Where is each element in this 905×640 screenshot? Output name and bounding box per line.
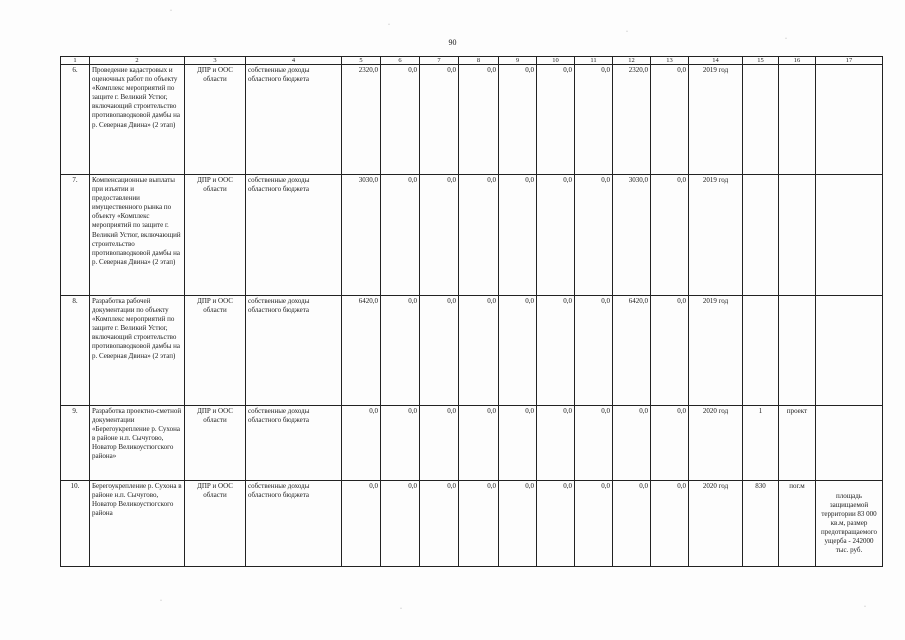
value-cell: 0,0	[575, 406, 613, 481]
indicator-value	[743, 296, 779, 406]
header-row	[61, 57, 883, 65]
value-cell: 0,0	[342, 406, 381, 481]
unit-cell: проект	[779, 406, 816, 481]
value-cell: 0,0	[537, 65, 575, 175]
value-cell: 0,0	[613, 406, 651, 481]
table-row	[61, 65, 883, 175]
row-index: 7.	[61, 175, 90, 296]
value-cell: 0,0	[613, 481, 651, 567]
value-cell: 0,0	[651, 481, 689, 567]
value-cell: 0,0	[651, 65, 689, 175]
value-cell: 0,0	[537, 481, 575, 567]
value-cell: 0,0	[499, 65, 537, 175]
unit-cell	[779, 175, 816, 296]
funding-source: собственные доходы областного бюджета	[246, 65, 342, 175]
value-cell: 0,0	[381, 406, 420, 481]
year-cell: 2019 год	[689, 175, 743, 296]
value-cell: 3030,0	[342, 175, 381, 296]
indicator-value: 1	[743, 406, 779, 481]
header-cell: 16	[779, 57, 816, 65]
value-cell: 0,0	[420, 296, 459, 406]
year-cell: 2019 год	[689, 65, 743, 175]
year-cell: 2020 год	[689, 481, 743, 567]
note-cell: площадь защищаемой территории 83 000 кв.м, размер предотвращаемого ущерба - 242000 тыс. руб.	[816, 481, 883, 567]
value-cell: 0,0	[459, 296, 499, 406]
note-cell	[816, 406, 883, 481]
scan-speck: ·	[170, 8, 172, 14]
value-cell: 0,0	[575, 175, 613, 296]
value-cell: 0,0	[342, 481, 381, 567]
value-cell: 0,0	[499, 175, 537, 296]
table-row	[61, 296, 883, 406]
value-cell: 0,0	[499, 296, 537, 406]
scan-speck: ·	[160, 598, 162, 604]
funding-source: собственные доходы областного бюджета	[246, 175, 342, 296]
page-number: 90	[448, 38, 457, 47]
value-cell: 0,0	[459, 481, 499, 567]
table-row	[61, 406, 883, 481]
value-cell: 0,0	[420, 481, 459, 567]
header-cell: 12	[613, 57, 651, 65]
value-cell: 0,0	[381, 481, 420, 567]
header-cell: 2	[90, 57, 185, 65]
scan-speck: ·	[388, 22, 390, 28]
header-cell: 6	[381, 57, 420, 65]
table-row	[61, 481, 883, 567]
header-cell: 9	[499, 57, 537, 65]
responsible-org: ДПР и ООС области	[185, 406, 246, 481]
value-cell: 0,0	[381, 296, 420, 406]
scan-speck: ·	[400, 606, 402, 612]
unit-cell	[779, 296, 816, 406]
value-cell: 3030,0	[613, 175, 651, 296]
header-cell: 13	[651, 57, 689, 65]
year-cell: 2019 год	[689, 296, 743, 406]
scan-speck: ·	[626, 29, 628, 35]
value-cell: 2320,0	[613, 65, 651, 175]
value-cell: 0,0	[459, 175, 499, 296]
value-cell: 0,0	[651, 406, 689, 481]
activity-name: Берегоукрепление р. Сухона в районе н.п. Сычугово, Новатор Великоустюгского района	[90, 481, 185, 567]
header-cell: 17	[816, 57, 883, 65]
value-cell: 0,0	[499, 481, 537, 567]
activity-name: Разработка проектно-сметной документации «Берегоукрепление р. Сухона в районе н.п. Сычугово, Новатор Великоустюгского района»	[90, 406, 185, 481]
value-cell: 0,0	[499, 406, 537, 481]
indicator-value	[743, 175, 779, 296]
header-cell: 11	[575, 57, 613, 65]
responsible-org: ДПР и ООС области	[185, 175, 246, 296]
value-cell: 0,0	[420, 65, 459, 175]
header-cell: 14	[689, 57, 743, 65]
value-cell: 0,0	[575, 296, 613, 406]
value-cell: 0,0	[575, 65, 613, 175]
value-cell: 0,0	[420, 175, 459, 296]
scan-speck: ·	[785, 36, 787, 42]
activity-name: Разработка рабочей документации по объекту «Комплекс мероприятий по защите г. Великий Устюг, включающий строительство противопаводковой дамбы на р. Северная Двина» (2 этап)	[90, 296, 185, 406]
value-cell: 0,0	[537, 296, 575, 406]
note-cell	[816, 296, 883, 406]
responsible-org: ДПР и ООС области	[185, 65, 246, 175]
unit-cell: пог.м	[779, 481, 816, 567]
responsible-org: ДПР и ООС области	[185, 481, 246, 567]
value-cell: 6420,0	[342, 296, 381, 406]
indicator-value	[743, 65, 779, 175]
value-cell: 0,0	[381, 175, 420, 296]
scan-speck: ·	[864, 604, 866, 610]
value-cell: 0,0	[537, 175, 575, 296]
value-cell: 0,0	[651, 175, 689, 296]
row-index: 8.	[61, 296, 90, 406]
value-cell: 2320,0	[342, 65, 381, 175]
value-cell: 0,0	[420, 406, 459, 481]
year-cell: 2020 год	[689, 406, 743, 481]
table-row	[61, 175, 883, 296]
value-cell: 0,0	[459, 406, 499, 481]
header-cell: 3	[185, 57, 246, 65]
header-cell: 1	[61, 57, 90, 65]
funding-source: собственные доходы областного бюджета	[246, 481, 342, 567]
row-index: 6.	[61, 65, 90, 175]
row-index: 10.	[61, 481, 90, 567]
value-cell: 0,0	[381, 65, 420, 175]
value-cell: 0,0	[459, 65, 499, 175]
value-cell: 6420,0	[613, 296, 651, 406]
header-cell: 8	[459, 57, 499, 65]
activity-name: Компенсационные выплаты при изъятии и предоставлении имущественного рынка по объекту «Комплекс мероприятий по защите г. Великий Устюг, включающий строительство противопаводковой дамбы на р. Северная Двина» (2 этап)	[90, 175, 185, 296]
value-cell: 0,0	[537, 406, 575, 481]
unit-cell	[779, 65, 816, 175]
note-cell	[816, 65, 883, 175]
header-cell: 4	[246, 57, 342, 65]
header-cell: 7	[420, 57, 459, 65]
header-cell: 5	[342, 57, 381, 65]
funding-source: собственные доходы областного бюджета	[246, 406, 342, 481]
row-index: 9.	[61, 406, 90, 481]
activity-name: Проведение кадастровых и оценочных работ по объекту «Комплекс мероприятий по защите г. Великий Устюг, включающий строительство противопаводковой дамбы на р. Северная Двина» (2 этап)	[90, 65, 185, 175]
header-cell: 15	[743, 57, 779, 65]
responsible-org: ДПР и ООС области	[185, 296, 246, 406]
header-cell: 10	[537, 57, 575, 65]
note-cell	[816, 175, 883, 296]
indicator-value: 830	[743, 481, 779, 567]
value-cell: 0,0	[575, 481, 613, 567]
value-cell: 0,0	[651, 296, 689, 406]
funding-source: собственные доходы областного бюджета	[246, 296, 342, 406]
budget-table	[60, 56, 883, 567]
